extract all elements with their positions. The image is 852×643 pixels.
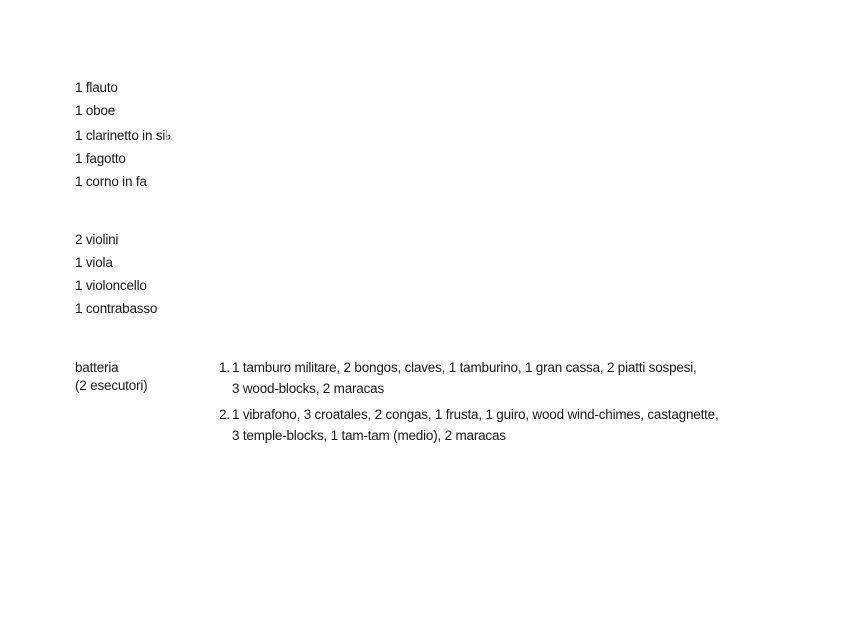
- percussion-player-instruments: 1 vibrafono, 3 croatales, 2 congas, 1 frusta, 1 guiro, wood wind-chimes, castagnette,: [232, 407, 719, 422]
- instrument-corno: 1 corno in fa: [75, 174, 147, 189]
- instrument-fagotto: 1 fagotto: [75, 151, 126, 166]
- instrument-contrabasso: 1 contrabasso: [75, 301, 158, 316]
- instrument-oboe: 1 oboe: [75, 103, 116, 118]
- percussion-sublabel: (2 esecutori): [75, 378, 148, 393]
- instrument-viola: 1 viola: [75, 255, 113, 270]
- instrument-violoncello: 1 violoncello: [75, 278, 147, 293]
- percussion-player-number: 1.: [219, 360, 230, 375]
- percussion-player-instruments: 3 temple-blocks, 1 tam-tam (medio), 2 maracas: [232, 428, 506, 443]
- percussion-label: batteria: [75, 360, 119, 375]
- percussion-player-instruments: 1 tamburo militare, 2 bongos, claves, 1 tamburino, 1 gran cassa, 2 piatti sospesi,: [232, 360, 697, 375]
- instrument-violini: 2 violini: [75, 232, 119, 247]
- instrument-flauto: 1 flauto: [75, 80, 118, 95]
- percussion-player-number: 2.: [219, 407, 230, 422]
- percussion-player-instruments: 3 wood-blocks, 2 maracas: [232, 381, 385, 396]
- instrument-clarinetto: 1 clarinetto in si♭: [75, 128, 172, 143]
